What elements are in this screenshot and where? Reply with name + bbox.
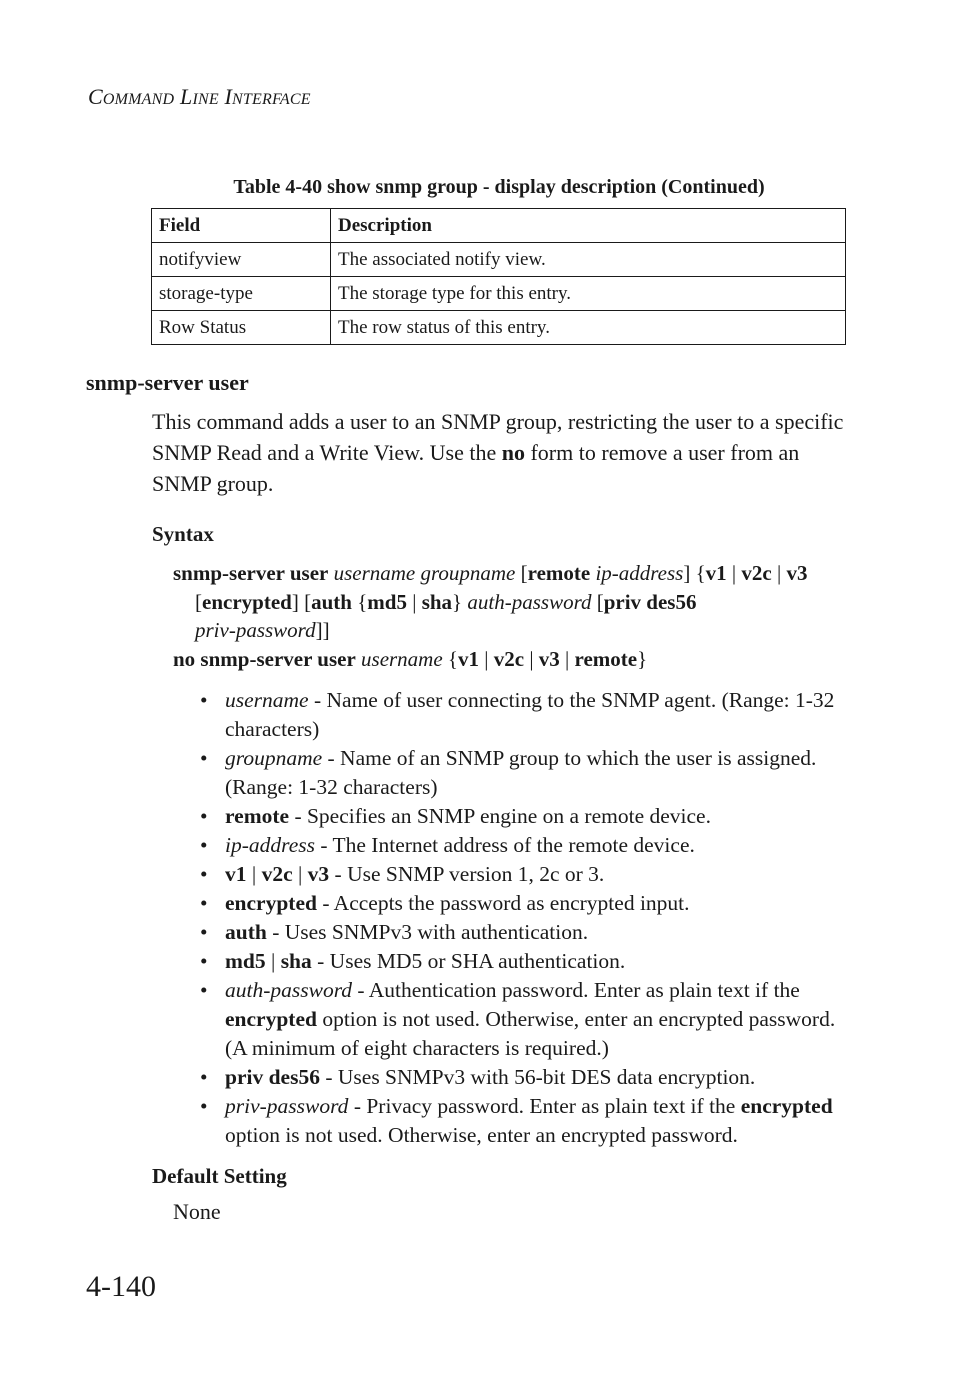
list-item: • v1 | v2c | v3 - Use SNMP version 1, 2c or 3. <box>200 860 850 889</box>
bullet-icon: • <box>200 1065 208 1089</box>
bullet-icon: • <box>200 920 208 944</box>
syntax-line: [encrypted] [auth {md5 | sha} auth-password [priv des56 <box>195 589 697 614</box>
description-table <box>151 208 846 345</box>
bullet-icon: • <box>200 891 208 915</box>
bullet-icon: • <box>200 1094 208 1118</box>
syntax-line: snmp-server user username groupname [remote ip-address] {v1 | v2c | v3 <box>173 561 808 585</box>
table-row <box>152 311 846 345</box>
bullet-icon: • <box>200 862 208 886</box>
description-cell: The row status of this entry. <box>331 311 846 345</box>
parameter-list <box>200 686 850 1150</box>
field-cell: storage-type <box>152 277 331 311</box>
table-row <box>152 277 846 311</box>
list-item: • encrypted - Accepts the password as encrypted input. <box>200 889 850 918</box>
running-header: COMMAND LINE INTERFACE <box>88 84 311 109</box>
list-item: • auth-password - Authentication password. Enter as plain text if the encrypted option is not used. Otherwise, enter an encrypted password. (A minimum of eight characters is required.) <box>200 978 836 1060</box>
syntax-line-no-form: no snmp-server user username {v1 | v2c | v3 | remote} <box>173 646 648 671</box>
default-setting-value: None <box>173 1199 221 1224</box>
table-header-row <box>152 209 846 243</box>
bullet-icon: • <box>200 833 208 857</box>
list-item: • priv-password - Privacy password. Enter as plain text if the encrypted option is not used. Otherwise, enter an encrypted password. <box>200 1094 833 1147</box>
bullet-icon: • <box>200 746 208 770</box>
column-header-description: Description <box>331 209 846 243</box>
list-item: • groupname - Name of an SNMP group to which the user is assigned. (Range: 1-32 characters) <box>200 746 817 799</box>
syntax-block <box>173 559 853 673</box>
bullet-icon: • <box>200 978 208 1002</box>
list-item: • ip-address - The Internet address of the remote device. <box>200 831 850 860</box>
table-caption: Table 4-40 show snmp group - display description (Continued) <box>233 176 765 198</box>
list-item: • username - Name of user connecting to the SNMP agent. (Range: 1-32 characters) <box>200 688 835 741</box>
list-item: • md5 | sha - Uses MD5 or SHA authentication. <box>200 947 850 976</box>
description-cell: The associated notify view. <box>331 243 846 277</box>
syntax-line: priv-password]] <box>195 618 330 642</box>
field-cell: notifyview <box>152 243 331 277</box>
default-setting-heading: Default Setting <box>152 1164 287 1188</box>
command-description: This command adds a user to an SNMP group, restricting the user to a specific SNMP Read and a Write View. Use the no form to remove a user from an SNMP group. <box>152 409 844 496</box>
bullet-icon: • <box>200 804 208 828</box>
bullet-icon: • <box>200 688 208 712</box>
list-item: • remote - Specifies an SNMP engine on a remote device. <box>200 802 850 831</box>
list-item: • priv des56 - Uses SNMPv3 with 56-bit DES data encryption. <box>200 1063 850 1092</box>
command-heading: snmp-server user <box>86 370 249 395</box>
field-cell: Row Status <box>152 311 331 345</box>
table-row <box>152 243 846 277</box>
syntax-heading: Syntax <box>152 522 214 546</box>
list-item: • auth - Uses SNMPv3 with authentication. <box>200 918 850 947</box>
page-number: 4-140 <box>86 1270 156 1303</box>
column-header-field: Field <box>152 209 331 243</box>
description-cell: The storage type for this entry. <box>331 277 846 311</box>
bullet-icon: • <box>200 949 208 973</box>
